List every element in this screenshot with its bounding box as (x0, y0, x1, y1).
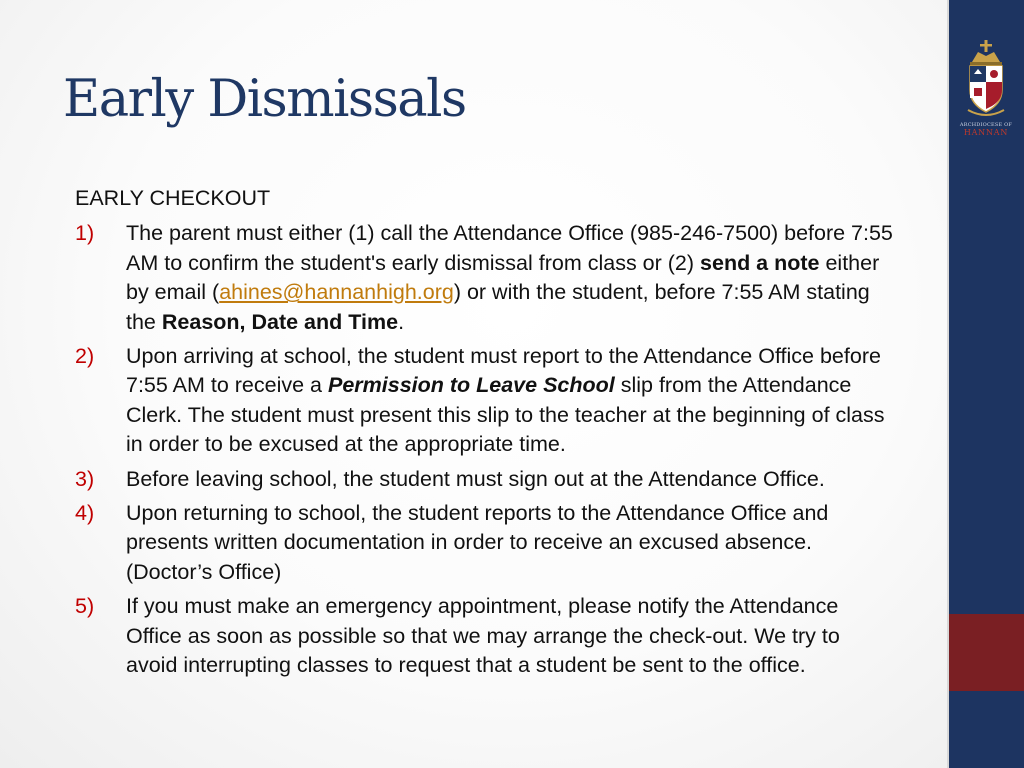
step-text: slip from the Attendance Clerk. The student must present this slip to the teacher at the beginning of class in order to be excused at the appropriate time. (126, 373, 885, 457)
list-number: 1) (75, 221, 95, 246)
email-link[interactable]: ahines@hannanhigh.org (219, 280, 454, 305)
list-item (75, 219, 895, 337)
list-number: 5) (75, 594, 95, 619)
slide-body (75, 184, 895, 686)
list-number: 4) (75, 501, 95, 526)
list-item (75, 499, 895, 587)
step-text: Upon arriving at school, the student must report to the Attendance Office before 7:55 AM to receive a (126, 344, 881, 398)
step-text: . (398, 309, 405, 334)
step-bold-italic-text: Permission to Leave School (327, 373, 615, 398)
list-item (75, 592, 895, 680)
page-title: Early Dismissals (63, 70, 466, 129)
sidebar-red-accent (949, 614, 1024, 691)
list-item (75, 465, 895, 494)
step-bold-text: Reason, Date and Time (161, 309, 399, 334)
section-heading: EARLY CHECKOUT (75, 186, 271, 210)
step-text: Upon returning to school, the student reports to the Attendance Office and presents written documentation in order to receive an excused absence. (Doctor’s Office) (126, 501, 829, 584)
school-logo (956, 40, 1016, 146)
crest-icon (964, 40, 1008, 120)
step-text: ) or with the student, before 7:55 AM stating the (126, 280, 870, 334)
step-text: The parent must either (1) call the Attendance Office (985-246-7500) before 7:55 AM to confirm the student's early dismissal from class or (2) (126, 221, 893, 275)
step-text: either by email ( (126, 250, 880, 305)
logo-caption-name: HANNAN (963, 128, 1009, 137)
step-text: Before leaving school, the student must sign out at the Attendance Office. (126, 466, 825, 491)
steps-list (75, 219, 895, 680)
step-bold-text: send a note (700, 250, 820, 275)
list-item (75, 342, 895, 460)
list-number: 2) (75, 344, 95, 369)
step-text: If you must make an emergency appointment, please notify the Attendance Office as soon as possible so that we may arrange the check-out. We try to avoid interrupting classes to request that a student be sent to the office. (126, 594, 840, 678)
list-number: 3) (75, 466, 95, 491)
logo-caption-top: ARCHDIOCESE OF (959, 122, 1013, 128)
